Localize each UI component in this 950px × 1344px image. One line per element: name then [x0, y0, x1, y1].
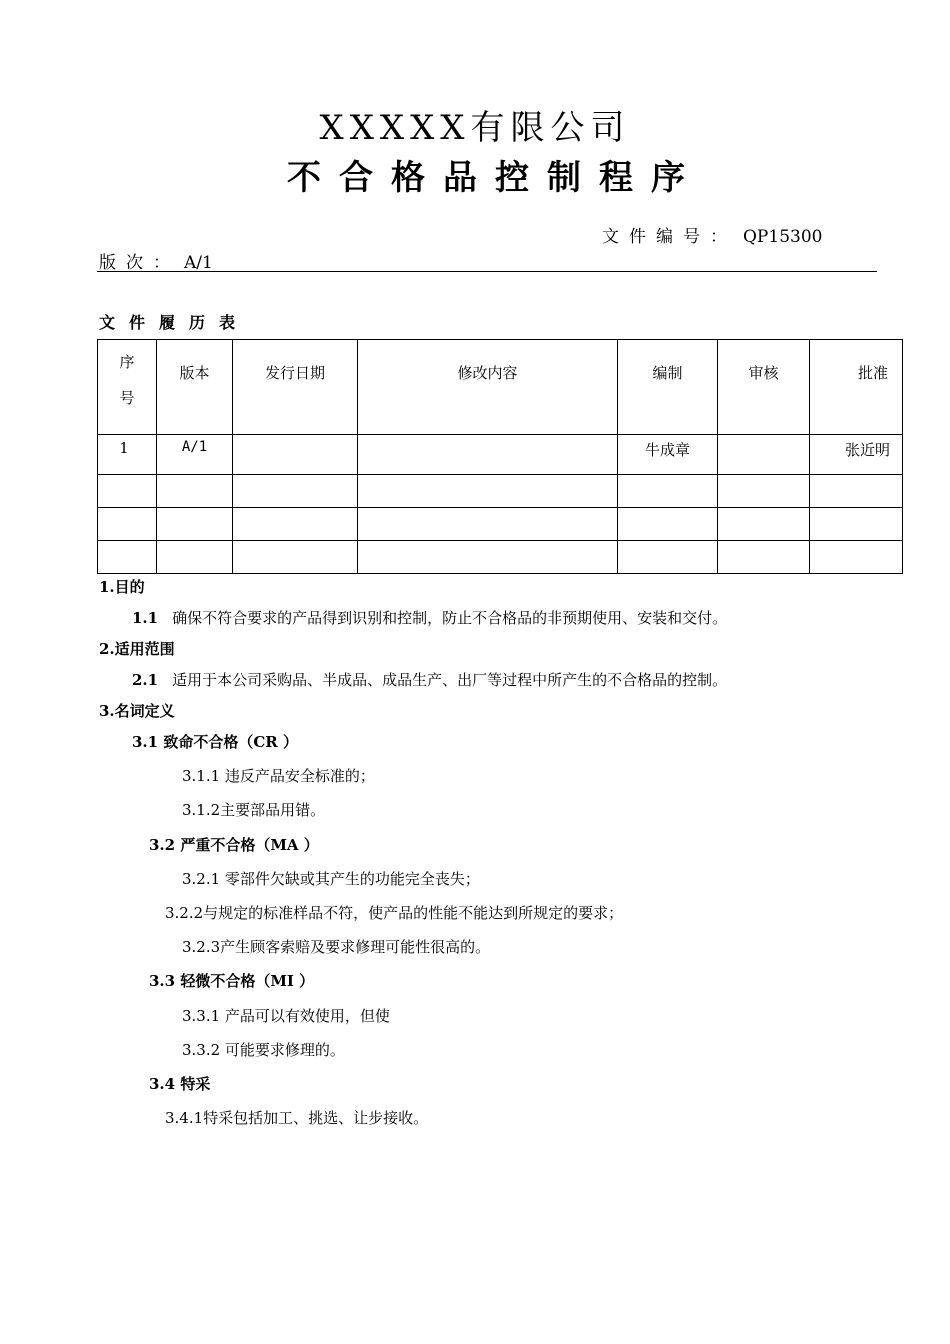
- subsection-special-acceptance: 3.4 特采: [149, 1075, 211, 1093]
- cell: [233, 541, 358, 574]
- cell: [157, 541, 233, 574]
- cell: [810, 508, 903, 541]
- section-purpose: 1.目的: [99, 578, 145, 596]
- item-1-1-text: 确保不符合要求的产品得到识别和控制，防止不合格品的非预期使用、安装和交付。: [172, 609, 728, 627]
- column-header-prepared: 编制: [618, 340, 718, 435]
- cell: [157, 475, 233, 508]
- cell: [98, 508, 157, 541]
- item-3-2-1: 3.2.1 零部件欠缺或其产生的功能完全丧失；: [182, 870, 480, 888]
- cell: [810, 541, 903, 574]
- section-scope: 2.适用范围: [99, 640, 175, 658]
- table-row: [98, 541, 903, 574]
- cell: [233, 475, 358, 508]
- item-3-1-2: 3.1.2主要部品用错。: [182, 801, 326, 819]
- cell-approved: 张近明: [810, 435, 903, 475]
- cell: [718, 475, 810, 508]
- cell: [618, 541, 718, 574]
- cell: [618, 508, 718, 541]
- column-header-version: 版本: [157, 340, 233, 435]
- subsection-major: 3.2 严重不合格（MA ）: [149, 836, 319, 854]
- history-table: [97, 339, 903, 574]
- cell: [718, 508, 810, 541]
- subsection-critical: 3.1 致命不合格（CR ）: [132, 733, 298, 751]
- section-definitions: 3.名词定义: [99, 702, 175, 720]
- cell: [618, 475, 718, 508]
- document-title: 不合格品控制程序: [287, 158, 703, 198]
- table-row: [98, 475, 903, 508]
- cell-seq: 1: [98, 435, 157, 475]
- cell: [718, 541, 810, 574]
- seq-header-top: 序: [119, 353, 135, 371]
- item-3-3-1: 3.3.1 产品可以有效使用，但使: [182, 1007, 390, 1025]
- item-2-1: [132, 669, 727, 690]
- document-number-value: QP15300: [743, 227, 823, 247]
- version-value: A/1: [184, 253, 213, 273]
- column-header-reviewed: 审核: [718, 340, 810, 435]
- cell: [810, 475, 903, 508]
- column-header-revision: 修改内容: [358, 340, 618, 435]
- item-3-2-2: 3.2.2与规定的标准样品不符，使产品的性能不能达到所规定的要求；: [165, 904, 624, 922]
- table-row: [98, 435, 903, 475]
- item-2-1-text: 适用于本公司采购品、半成品、成品生产、出厂等过程中所产生的不合格品的控制。: [172, 671, 728, 689]
- version: [99, 248, 213, 273]
- column-header-issue-date: 发行日期: [233, 340, 358, 435]
- item-3-3-2: 3.3.2 可能要求修理的。: [182, 1041, 345, 1059]
- item-3-2-3: 3.2.3产生顾客索赔及要求修理可能性很高的。: [182, 938, 491, 956]
- column-header-approved: 批准: [810, 340, 903, 435]
- cell: [358, 541, 618, 574]
- header-divider: [97, 271, 877, 272]
- cell: [358, 475, 618, 508]
- seq-header-bottom: 号: [119, 389, 135, 407]
- version-label: 版次：: [99, 253, 180, 273]
- item-1-1-number: 1.1: [132, 609, 159, 627]
- document-number: [602, 222, 822, 247]
- table-row: [98, 508, 903, 541]
- history-header-row: [98, 340, 903, 435]
- item-1-1: [132, 607, 727, 628]
- column-header-seq: [98, 340, 157, 435]
- cell-issue-date: [233, 435, 358, 475]
- company-name: XXXXX有限公司: [319, 108, 631, 148]
- history-title: 文件履历表: [99, 313, 250, 332]
- subsection-minor: 3.3 轻微不合格（MI ）: [149, 972, 315, 990]
- cell-version: A/1: [157, 435, 233, 475]
- document-number-label: 文件编号：: [602, 227, 737, 247]
- cell: [98, 541, 157, 574]
- cell: [157, 508, 233, 541]
- cell: [358, 508, 618, 541]
- cell: [98, 475, 157, 508]
- item-2-1-number: 2.1: [132, 671, 159, 689]
- cell-revision: [358, 435, 618, 475]
- item-3-4-1: 3.4.1特采包括加工、挑选、让步接收。: [165, 1109, 429, 1127]
- item-3-1-1: 3.1.1 违反产品安全标准的；: [182, 767, 375, 785]
- cell-prepared: 牛成章: [618, 435, 718, 475]
- cell: [233, 508, 358, 541]
- cell-reviewed: [718, 435, 810, 475]
